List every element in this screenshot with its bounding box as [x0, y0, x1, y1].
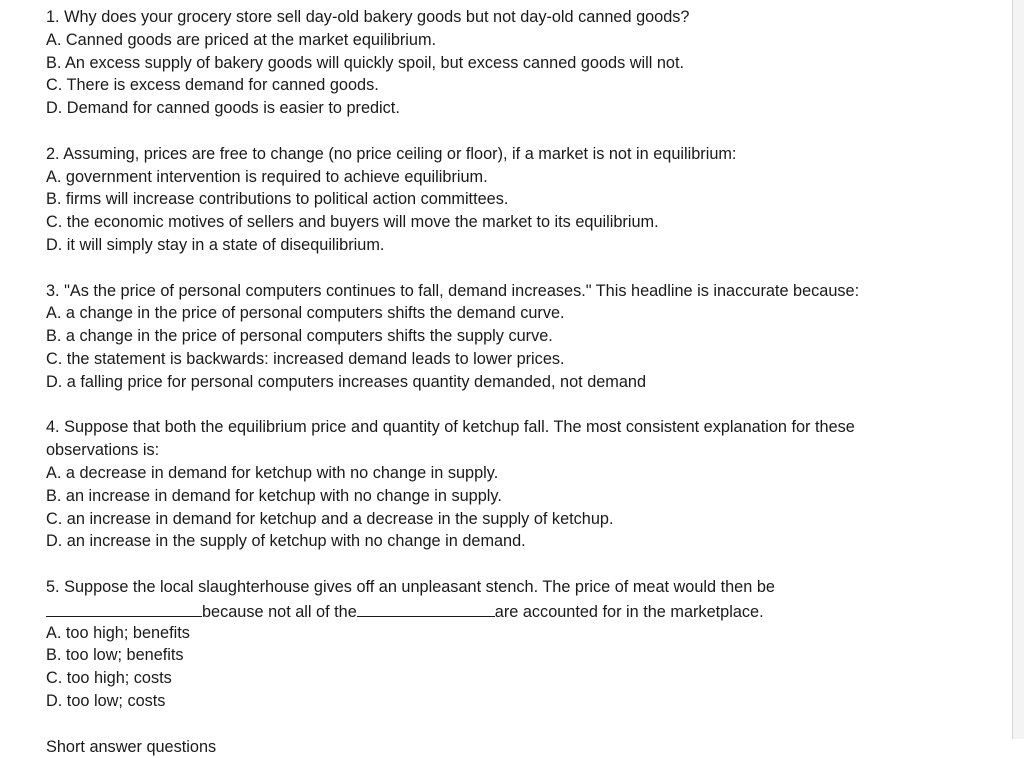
- fill-in-blank-2: [357, 599, 495, 617]
- question-list: [46, 6, 946, 756]
- answer-option-c: C. the statement is backwards: increased demand leads to lower prices.: [46, 349, 565, 368]
- answer-option-d: D. Demand for canned goods is easier to predict.: [46, 99, 400, 118]
- answer-option-b: B. firms will increase contributions to political action committees.: [46, 190, 509, 209]
- answer-option-b: B. too low; benefits: [46, 646, 184, 665]
- question-stem-line-2: [46, 599, 946, 622]
- answer-option-a: A. a change in the price of personal computers shifts the demand curve.: [46, 304, 565, 323]
- answer-option-c: C. the economic motives of sellers and buyers will move the market to its equilibrium.: [46, 213, 659, 232]
- question-3: [46, 280, 946, 394]
- answer-option-b: B. an increase in demand for ketchup with no change in supply.: [46, 486, 502, 505]
- question-2: [46, 143, 946, 257]
- question-1: [46, 6, 946, 120]
- question-5: [46, 576, 946, 713]
- answer-option-a: A. Canned goods are priced at the market equilibrium.: [46, 30, 437, 49]
- stem-text-b: are accounted for in the marketplace.: [494, 602, 764, 621]
- question-stem: 3. "As the price of personal computers continues to fall, demand increases." This headline is inaccurate because:: [46, 281, 860, 300]
- next-section-heading: Short answer questions: [46, 737, 217, 756]
- answer-option-d: D. a falling price for personal computers increases quantity demanded, not demand: [46, 372, 647, 391]
- answer-option-d: D. it will simply stay in a state of disequilibrium.: [46, 235, 385, 254]
- answer-option-b: B. An excess supply of bakery goods will quickly spoil, but excess canned goods will not.: [46, 53, 685, 72]
- answer-option-a: A. government intervention is required to achieve equilibrium.: [46, 167, 488, 186]
- spacer: [46, 553, 946, 576]
- window-edge: [1012, 0, 1024, 739]
- question-stem-line-1: 5. Suppose the local slaughterhouse gives off an unpleasant stench. The price of meat would then be: [46, 577, 775, 596]
- answer-option-d: D. too low; costs: [46, 691, 166, 710]
- question-stem-line-2: observations is:: [46, 441, 160, 460]
- answer-option-b: B. a change in the price of personal computers shifts the supply curve.: [46, 327, 553, 346]
- question-stem-line-1: 4. Suppose that both the equilibrium price and quantity of ketchup fall. The most consistent explanation for these: [46, 418, 855, 437]
- answer-option-d: D. an increase in the supply of ketchup with no change in demand.: [46, 532, 526, 551]
- answer-option-a: A. too high; benefits: [46, 623, 190, 642]
- stem-text-a: because not all of the: [202, 602, 357, 621]
- question-stem: 1. Why does your grocery store sell day-old bakery goods but not day-old canned goods?: [46, 8, 690, 26]
- spacer: [46, 394, 946, 417]
- fill-in-blank-1: [46, 599, 202, 617]
- spacer: [46, 713, 946, 736]
- answer-option-c: C. There is excess demand for canned goods.: [46, 76, 379, 95]
- question-4: [46, 416, 946, 553]
- spacer: [46, 257, 946, 280]
- answer-option-c: C. an increase in demand for ketchup and a decrease in the supply of ketchup.: [46, 509, 614, 528]
- spacer: [46, 120, 946, 143]
- answer-option-a: A. a decrease in demand for ketchup with no change in supply.: [46, 463, 499, 482]
- question-stem: 2. Assuming, prices are free to change (no price ceiling or floor), if a market is not in equilibrium:: [46, 144, 737, 163]
- answer-option-c: C. too high; costs: [46, 669, 172, 688]
